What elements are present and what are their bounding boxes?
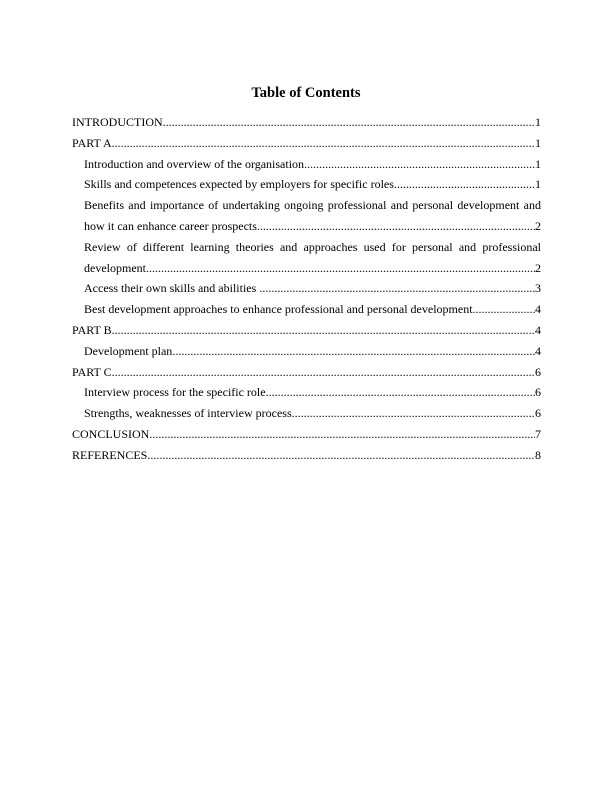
- toc-page-number: 1: [535, 115, 541, 129]
- toc-entry-development-plan[interactable]: [72, 341, 541, 362]
- dot-leader: [394, 174, 535, 195]
- toc-entry-text: PART C: [72, 364, 112, 379]
- toc-entry-text: Introduction and overview of the organisation: [84, 156, 305, 171]
- toc-entry-text: Best development approaches to enhance professional and personal development: [84, 302, 473, 317]
- toc-entry-text: Strengths, weaknesses of interview process: [84, 406, 292, 421]
- toc-entry-text: CONCLUSION: [72, 426, 150, 441]
- toc-entry-own-skills[interactable]: [72, 278, 541, 299]
- toc-entry-text: INTRODUCTION: [72, 115, 163, 129]
- dot-leader: [473, 299, 535, 320]
- toc-page-number: 1: [535, 135, 541, 150]
- toc-entry-references[interactable]: [72, 445, 541, 466]
- toc-page-number: 8: [535, 447, 541, 462]
- toc-entry-text-line1: Benefits and importance of undertaking ongoing professional and personal development and: [84, 198, 541, 213]
- dot-leader: [112, 133, 535, 154]
- toc-page-number: 2: [535, 218, 541, 233]
- toc-page-number: 4: [535, 322, 541, 337]
- dot-leader: [257, 216, 535, 237]
- toc-page-number: 1: [535, 177, 541, 192]
- dot-leader: [172, 341, 535, 362]
- toc-entry-text-line1: Review of different learning theories and approaches used for personal and professional: [84, 239, 541, 254]
- dot-leader: [259, 278, 535, 299]
- toc-entry-interview-process[interactable]: [72, 382, 541, 403]
- toc-entry-benefits-development[interactable]: [72, 195, 541, 237]
- toc-entry-skills-competences[interactable]: [72, 174, 541, 195]
- toc-entry-text: Interview process for the specific role: [84, 385, 266, 400]
- toc-entry-introduction[interactable]: [72, 112, 541, 133]
- toc-entry-conclusion[interactable]: [72, 424, 541, 445]
- toc-page-number: 1: [535, 156, 541, 171]
- toc-page-number: 6: [535, 406, 541, 421]
- toc-entry-interview-strengths[interactable]: [72, 403, 541, 424]
- dot-leader: [112, 320, 535, 341]
- table-of-contents: [72, 112, 541, 466]
- dot-leader: [163, 112, 535, 133]
- toc-entry-text: REFERENCES: [72, 447, 148, 462]
- dot-leader: [266, 382, 535, 403]
- toc-entry-part-a[interactable]: [72, 133, 541, 154]
- toc-page-number: 6: [535, 364, 541, 379]
- toc-page-number: 4: [535, 302, 541, 317]
- toc-title: Table of Contents: [251, 85, 361, 101]
- toc-entry-text: Access their own skills and abilities: [84, 281, 260, 296]
- toc-entry-learning-theories[interactable]: [72, 237, 541, 279]
- toc-entry-organisation-overview[interactable]: [72, 154, 541, 175]
- dot-leader: [304, 154, 535, 175]
- toc-page-number: 2: [535, 260, 541, 275]
- toc-entry-text: Development plan: [84, 343, 173, 358]
- dot-leader: [147, 445, 535, 466]
- toc-page-number: 3: [535, 281, 541, 296]
- toc-entry-text: Skills and competences expected by employers for specific roles: [84, 177, 394, 192]
- toc-entry-part-b[interactable]: [72, 320, 541, 341]
- toc-entry-text-line2: how it can enhance career prospects: [84, 218, 257, 233]
- dot-leader: [292, 403, 535, 424]
- toc-page-number: 6: [535, 385, 541, 400]
- dot-leader: [112, 362, 535, 383]
- toc-entry-part-c[interactable]: [72, 362, 541, 383]
- toc-entry-text: PART A: [72, 135, 112, 150]
- toc-entry-development-approaches[interactable]: [72, 299, 541, 320]
- toc-entry-text: PART B: [72, 322, 112, 337]
- dot-leader: [146, 258, 535, 279]
- toc-page-number: 7: [535, 426, 541, 441]
- dot-leader: [149, 424, 535, 445]
- toc-entry-text-line2: development: [84, 260, 146, 275]
- toc-page-number: 4: [535, 343, 541, 358]
